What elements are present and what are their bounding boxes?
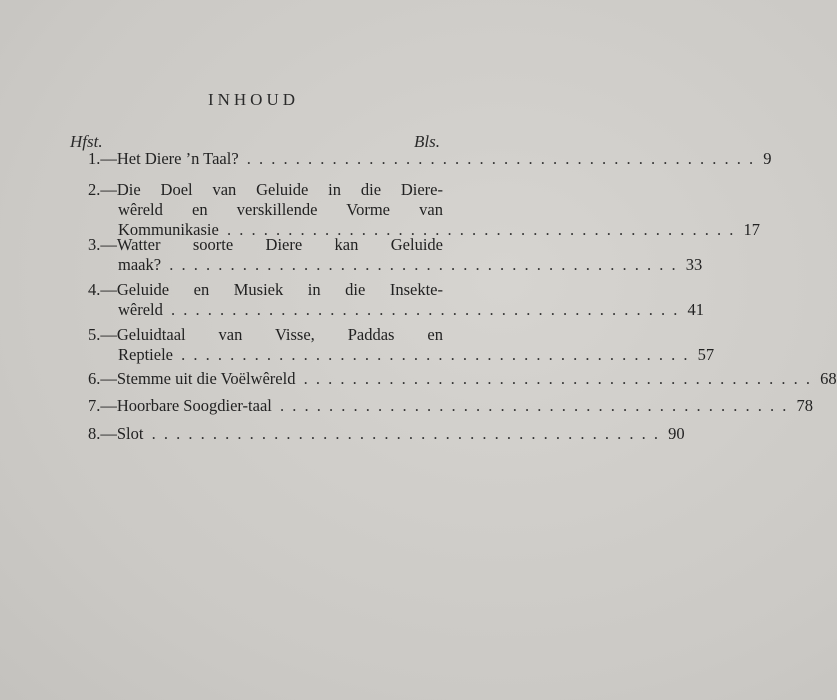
page-number: 33 [685, 255, 703, 274]
chapter-number: 3. [88, 235, 101, 254]
toc-entry [88, 280, 705, 320]
chapter-title-line: wêreld en verskillende Vorme van [118, 200, 443, 219]
chapter-number: 2. [88, 180, 101, 199]
chapter-title: —Stemme uit die Voëlwêreld [100, 369, 296, 388]
chapter-number: 8. [88, 424, 101, 443]
toc-entry [88, 424, 685, 444]
chapter-title-line: wêreld [118, 300, 163, 319]
page-number: 57 [697, 345, 715, 364]
toc-entry [88, 369, 837, 389]
page-number: 17 [743, 220, 760, 239]
leader-dots [304, 369, 812, 388]
chapter-title-line: —Watter soorte Diere kan Geluide [100, 235, 443, 254]
chapter-title-line: Reptiele [118, 345, 173, 364]
toc-entry [88, 235, 703, 275]
chapter-column-header: Hfst. [70, 132, 103, 151]
chapter-title: —Het Diere ’n Taal? [100, 149, 239, 168]
toc-entry [88, 149, 772, 169]
leader-dots [280, 396, 788, 415]
chapter-title-line: maak? [118, 255, 162, 274]
leader-dots [152, 424, 660, 443]
chapter-number: 4. [88, 280, 101, 299]
page-number: 68 [820, 369, 837, 388]
chapter-number: 1. [88, 149, 101, 168]
chapter-title: —Hoorbare Soogdier-taal [100, 396, 272, 415]
leader-dots [171, 300, 679, 319]
chapter-title-line: Kommunikasie [118, 220, 219, 239]
page-number: 9 [763, 149, 772, 168]
chapter-title-line: —Geluide en Musiek in die Insekte- [100, 280, 443, 299]
chapter-title-line: —Die Doel van Geluide in die Diere- [100, 180, 443, 199]
chapter-number: 7. [88, 396, 101, 415]
toc-entry [88, 325, 715, 365]
leader-dots [247, 149, 755, 168]
page-column-header: Bls. [414, 132, 440, 151]
chapter-number: 5. [88, 325, 101, 344]
chapter-title-line: —Geluidtaal van Visse, Paddas en [100, 325, 443, 344]
toc-entry [88, 396, 813, 416]
chapter-number: 6. [88, 369, 101, 388]
chapter-title: —Slot [100, 424, 144, 443]
page-number: 78 [796, 396, 813, 415]
page-title: INHOUD [207, 90, 300, 109]
leader-dots [181, 345, 689, 364]
page-number: 90 [668, 424, 685, 443]
toc-entry [88, 180, 760, 240]
page-number: 41 [687, 300, 705, 319]
leader-dots [169, 255, 677, 274]
